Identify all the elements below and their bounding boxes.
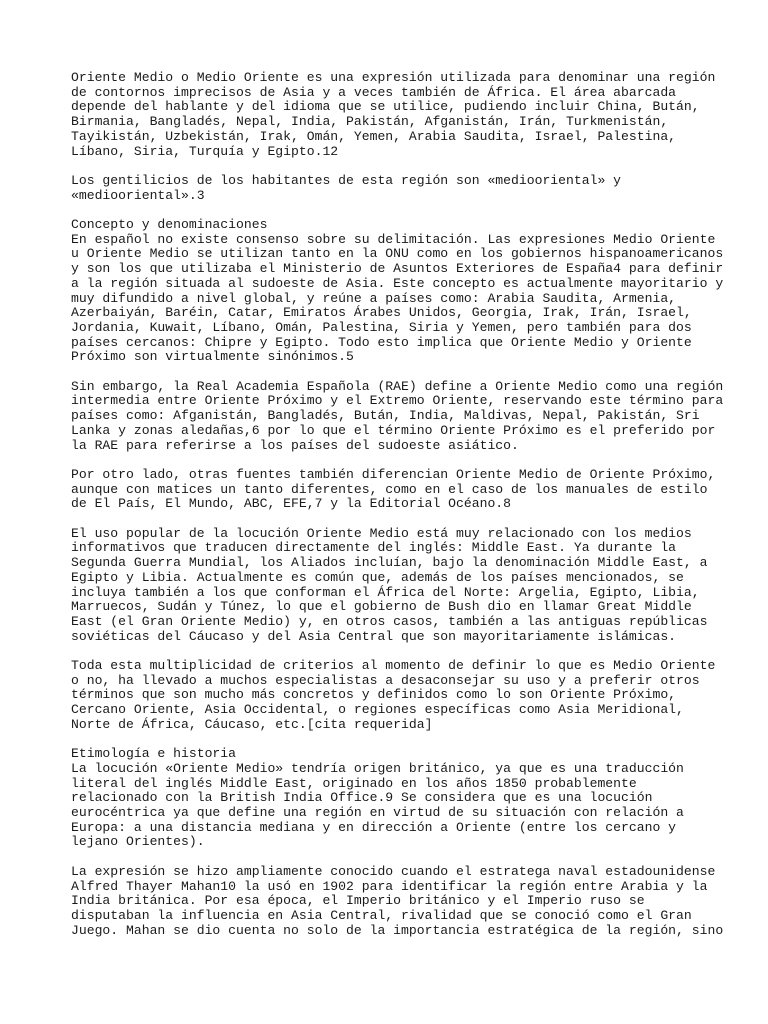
- text-line: términos que son mucho más concretos y definidos como lo son Oriente Próximo,: [71, 687, 677, 703]
- text-line: El uso popular de la locución Oriente Medio está muy relacionado con los medios: [71, 525, 692, 541]
- text-line: «mediooriental».3: [71, 187, 205, 203]
- text-line: eurocéntrica ya que define una región en virtud de su situación con relación a: [71, 805, 684, 821]
- paragraph-intro: [71, 70, 716, 159]
- text-line: a la región situada al sudoeste de Asia. Este concepto es actualmente mayoritario y: [71, 275, 724, 291]
- text-line: disputaban la influencia en Asia Central, rivalidad que se conoció como el Gran: [71, 907, 692, 923]
- paragraph-uso-popular: [71, 527, 711, 645]
- text-line: Los gentilicios de los habitantes de esta región son «mediooriental» y: [71, 172, 622, 188]
- paragraph-gentilicios: [71, 174, 711, 203]
- text-line: y son los que utilizaba el Ministerio de Asuntos Exteriores de España4 para definir: [71, 261, 724, 277]
- text-line: La locución «Oriente Medio» tendría origen británico, ya que es una traducción: [71, 760, 684, 776]
- text-line: literal del inglés Middle East, originado en los años 1850 probablemente: [71, 775, 637, 791]
- paragraph-multiplicidad: [71, 658, 716, 733]
- paragraph-etimologia: [71, 747, 711, 850]
- text-line: lejano Orientes).: [71, 834, 205, 850]
- text-line: Jordania, Kuwait, Líbano, Omán, Palestina, Siria y Yemen, pero también para dos: [71, 319, 692, 335]
- text-line: India británica. Por esa época, el Imperio británico y el Imperio ruso se: [71, 893, 645, 909]
- text-line: de contornos imprecisos de Asia y a veces también de África. El área abarcada: [71, 84, 677, 100]
- text-line: relacionado con la British India Office.9 Se considera que es una locución: [71, 790, 653, 806]
- text-line: Birmania, Bangladés, Nepal, India, Pakistán, Afganistán, Irán, Turkmenistán,: [71, 114, 669, 130]
- paragraph-concepto: [71, 217, 724, 365]
- paragraph-rae: [71, 378, 724, 454]
- text-line: muy difundido a nivel global, y reúne a países como: Arabia Saudita, Armenia,: [71, 290, 677, 306]
- text-line: La expresión se hizo ampliamente conocido cuando el estratega naval estadounidense: [71, 863, 716, 879]
- text-line: Sin embargo, la Real Academia Española (RAE) define a Oriente Medio como una región: [71, 378, 724, 394]
- text-line: Líbano, Siria, Turquía y Egipto.12: [71, 143, 339, 159]
- text-line: de El País, El Mundo, ABC, EFE,7 y la Editorial Océano.8: [71, 496, 512, 512]
- text-line: Europa: a una distancia mediana y en dirección a Oriente (entre los cercano y: [71, 819, 677, 835]
- text-line: Juego. Mahan se dio cuenta no solo de la importancia estratégica de la región, sino: [71, 922, 724, 938]
- text-line: soviéticas del Cáucaso y del Asia Central que son mayoritariamente islámicas.: [71, 628, 677, 644]
- text-line: incluya también a los que conforman el África del Norte: Argelia, Egipto, Libia,: [71, 584, 700, 600]
- text-line: Marruecos, Sudán y Túnez, lo que el gobierno de Bush dio en llamar Great Middle: [71, 599, 692, 615]
- section-heading: Etimología e historia: [71, 746, 237, 762]
- document-page: [71, 70, 724, 953]
- text-line: Azerbaiyán, Baréin, Catar, Emiratos Árabes Unidos, Georgia, Irak, Irán, Israel,: [71, 305, 692, 321]
- text-line: En español no existe consenso sobre su delimitación. Las expresiones Medio Oriente: [71, 231, 716, 247]
- section-heading: Concepto y denominaciones: [71, 217, 268, 232]
- text-line: Toda esta multiplicidad de criterios al momento de definir lo que es Medio Oriente: [71, 658, 716, 674]
- text-line: Oriente Medio o Medio Oriente es una expresión utilizada para denominar una región: [71, 70, 716, 85]
- text-line: Lanka y zonas aledañas,6 por lo que el término Oriente Próximo es el preferido por: [71, 422, 716, 438]
- text-line: Egipto y Libia. Actualmente es común que, además de los países mencionados, se: [71, 569, 684, 585]
- text-line: Alfred Thayer Mahan10 la usó en 1902 para identificar la región entre Arabia y la: [71, 878, 708, 894]
- text-line: East (el Gran Oriente Medio) y, en otros casos, también a las antiguas repúblicas: [71, 613, 708, 629]
- text-line: países como: Afganistán, Bangladés, Bután, India, Maldivas, Nepal, Pakistán, Sri: [71, 408, 700, 424]
- text-line: Cercano Oriente, Asia Occidental, o regiones específicas como Asia Meridional,: [71, 702, 684, 718]
- text-line: países cercanos: Chipre y Egipto. Todo esto implica que Oriente Medio y Oriente: [71, 334, 692, 350]
- paragraph-otras-fuentes: [71, 466, 716, 512]
- text-line: u Oriente Medio se utilizan tanto en la ONU como en los gobiernos hispanoamericanos: [71, 246, 724, 262]
- text-line: o no, ha llevado a muchos especialistas a desaconsejar su uso y a preferir otros: [71, 672, 700, 688]
- text-line: aunque con matices un tanto diferentes, como en el caso de los manuales de estilo: [71, 481, 708, 497]
- text-line: Norte de África, Cáucaso, etc.[cita requerida]: [71, 716, 433, 732]
- text-line: depende del hablante y del idioma que se utilice, pudiendo incluir China, Bután,: [71, 99, 700, 115]
- text-line: la RAE para referirse a los países del sudoeste asiático.: [71, 437, 519, 453]
- text-line: Próximo son virtualmente sinónimos.5: [71, 349, 354, 365]
- text-line: informativos que traducen directamente del inglés: Middle East. Ya durante la: [71, 540, 677, 556]
- paragraph-mahan: [71, 863, 724, 939]
- text-line: Segunda Guerra Mundial, los Aliados incluían, bajo la denominación Middle East, a: [71, 555, 708, 571]
- text-line: Tayikistán, Uzbekistán, Irak, Omán, Yemen, Arabia Saudita, Israel, Palestina,: [71, 128, 677, 144]
- text-line: intermedia entre Oriente Próximo y el Extremo Oriente, reservando este término para: [71, 393, 724, 409]
- text-line: Por otro lado, otras fuentes también diferencian Oriente Medio de Oriente Próximo,: [71, 466, 716, 482]
